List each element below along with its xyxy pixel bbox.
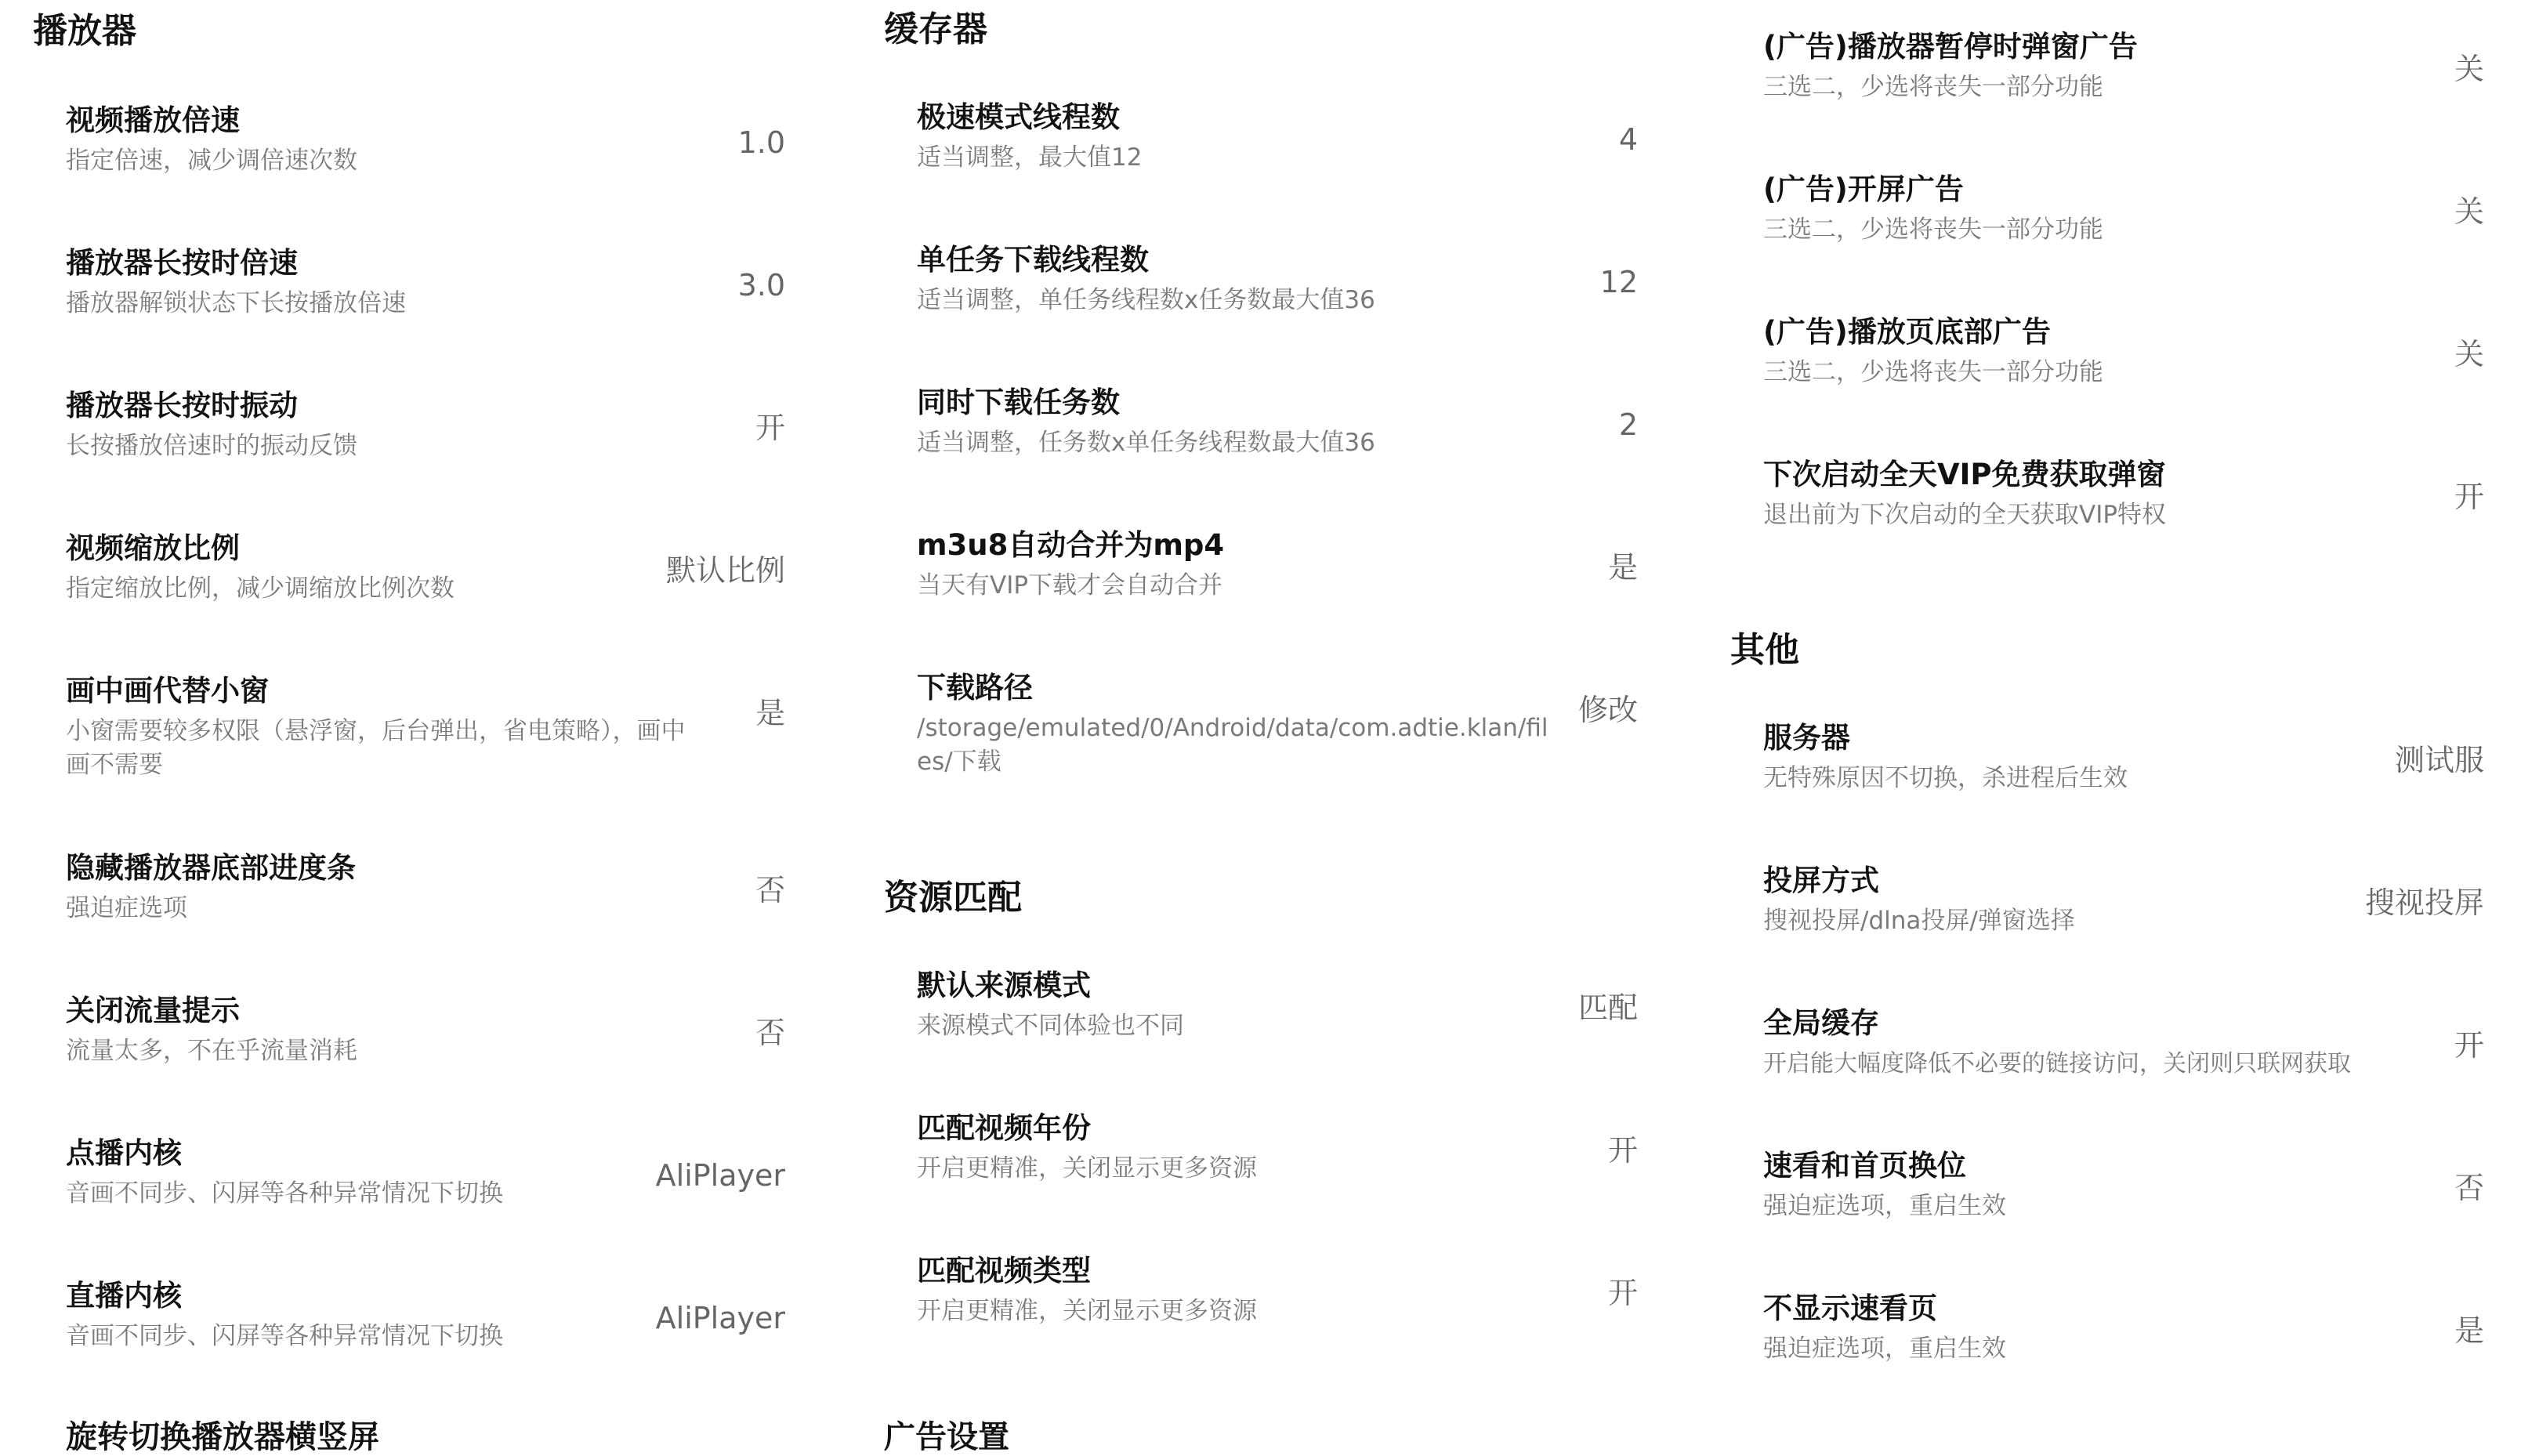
setting-value: 12 [1599, 265, 1638, 299]
setting-concurrent-tasks[interactable] [917, 384, 1638, 502]
setting-value: AliPlayer [655, 1301, 785, 1335]
setting-download-path[interactable] [917, 669, 1638, 802]
setting-title: 全局缓存 [1763, 1006, 1879, 1040]
setting-subtitle: 三选二，少选将丧失一部分功能 [1763, 358, 2103, 386]
setting-subtitle: 当天有VIP下载才会自动合并 [917, 571, 1223, 599]
setting-title: 同时下载任务数 [917, 386, 1120, 419]
setting-title: (广告)播放页底部广告 [1763, 315, 2051, 349]
setting-value: 修改 [1577, 693, 1638, 727]
setting-title: 单任务下载线程数 [917, 243, 1149, 277]
setting-value: 默认比例 [665, 553, 785, 588]
setting-subtitle: 强迫症选项，重启生效 [1763, 1335, 2006, 1363]
setting-long-press-vibration[interactable] [66, 387, 785, 505]
setting-subtitle: 三选二，少选将丧失一部分功能 [1763, 216, 2103, 244]
setting-picture-in-picture[interactable] [66, 672, 785, 806]
setting-subtitle: 三选二，少选将丧失一部分功能 [1763, 73, 2103, 101]
setting-value: 否 [755, 1016, 785, 1050]
section-title: 广告设置 [884, 1419, 1009, 1455]
setting-value: AliPlayer [655, 1158, 785, 1193]
setting-value: 是 [755, 696, 785, 730]
setting-value: 1.0 [737, 125, 785, 160]
setting-hide-quickview[interactable] [1763, 1290, 2484, 1407]
setting-value: 匹配 [1577, 991, 1638, 1025]
setting-bottom-banner-ad[interactable] [1763, 313, 2484, 431]
setting-value: 搜视投屏 [2364, 886, 2484, 920]
setting-title: 服务器 [1763, 721, 1850, 755]
setting-value: 测试服 [2394, 743, 2484, 777]
setting-value: 是 [2454, 1313, 2484, 1348]
setting-long-press-speed[interactable] [66, 244, 785, 362]
section-title-cut-off [884, 1418, 1638, 1455]
setting-match-year[interactable] [917, 1110, 1638, 1227]
setting-server[interactable] [1763, 719, 2484, 837]
setting-title: 匹配视频年份 [917, 1111, 1091, 1145]
setting-subtitle: 音画不同步、闪屏等各种异常情况下切换 [66, 1179, 503, 1208]
setting-title: 匹配视频类型 [917, 1254, 1091, 1288]
setting-subtitle: 强迫症选项 [66, 894, 187, 922]
setting-title: 投屏方式 [1763, 864, 1879, 897]
setting-value: 3.0 [737, 268, 785, 302]
setting-value: 2 [1618, 407, 1638, 442]
setting-title: 关闭流量提示 [66, 994, 240, 1027]
setting-global-cache[interactable] [1763, 1005, 2484, 1122]
setting-subtitle: 小窗需要较多权限（悬浮窗，后台弹出，省电策略），画中画不需要 [66, 717, 686, 779]
setting-title: 旋转切换播放器横竖屏 [66, 1419, 379, 1455]
section-title-player: 播放器 [33, 11, 136, 51]
setting-data-usage-alert[interactable] [66, 992, 785, 1110]
setting-splash-ad[interactable] [1763, 171, 2484, 288]
section-title-other: 其他 [1730, 630, 1799, 670]
setting-subtitle: 指定倍速，减少调倍速次数 [66, 147, 357, 175]
setting-title: 下次启动全天VIP免费获取弹窗 [1763, 458, 2166, 491]
setting-match-type[interactable] [917, 1252, 1638, 1370]
setting-subtitle: 来源模式不同体验也不同 [917, 1012, 1184, 1040]
setting-subtitle: 开启更精准，关闭显示更多资源 [917, 1297, 1257, 1325]
setting-value: 开 [1607, 1133, 1638, 1168]
setting-subtitle: 适当调整，最大值12 [917, 143, 1143, 172]
setting-value: 开 [755, 411, 785, 445]
setting-value: 4 [1618, 122, 1638, 157]
setting-hide-progress-bar[interactable] [66, 849, 785, 967]
setting-value: 关 [2454, 194, 2484, 229]
setting-value: 关 [2454, 337, 2484, 371]
setting-subtitle: 搜视投屏/dlna投屏/弹窗选择 [1763, 907, 2075, 935]
setting-title: 速看和首页换位 [1763, 1149, 1966, 1183]
setting-subtitle: 流量太多，不在乎流量消耗 [66, 1037, 357, 1065]
section-title-cache: 缓存器 [884, 9, 987, 49]
setting-title: 画中画代替小窗 [66, 674, 269, 708]
setting-subtitle: 播放器解锁状态下长按播放倍速 [66, 289, 406, 317]
setting-title: 默认来源模式 [917, 969, 1091, 1002]
setting-value: 否 [755, 873, 785, 907]
setting-title: 点播内核 [66, 1136, 182, 1170]
setting-playback-speed[interactable] [66, 102, 785, 219]
setting-value: 关 [2454, 52, 2484, 86]
setting-subtitle: 开启更精准，关闭显示更多资源 [917, 1154, 1257, 1183]
setting-subtitle: 强迫症选项，重启生效 [1763, 1192, 2006, 1220]
setting-turbo-threads[interactable] [917, 99, 1638, 216]
setting-title: 不显示速看页 [1763, 1291, 1937, 1325]
settings-column-player [33, 0, 785, 1455]
setting-value: 是 [1607, 550, 1638, 585]
setting-pause-popup-ad[interactable] [1763, 28, 2484, 146]
setting-subtitle: 音画不同步、闪屏等各种异常情况下切换 [66, 1322, 503, 1350]
setting-title: 下载路径 [917, 671, 1033, 704]
setting-subtitle: 退出前为下次启动的全天获取VIP特权 [1763, 501, 2167, 529]
setting-live-core[interactable] [66, 1277, 785, 1395]
setting-title: m3u8自动合并为mp4 [917, 528, 1225, 562]
setting-auto-merge-mp4[interactable] [917, 527, 1638, 644]
section-title-resource-match: 资源匹配 [884, 878, 1022, 918]
setting-value: 开 [2454, 1028, 2484, 1063]
setting-subtitle: 适当调整，任务数x单任务线程数最大值36 [917, 429, 1375, 457]
setting-title: 播放器长按时振动 [66, 389, 298, 422]
setting-default-source-mode[interactable] [917, 967, 1638, 1085]
setting-title: 隐藏播放器底部进度条 [66, 851, 356, 885]
setting-subtitle: 指定缩放比例，减少调缩放比例次数 [66, 574, 455, 603]
setting-title: 直播内核 [66, 1279, 182, 1313]
setting-cast-mode[interactable] [1763, 862, 2484, 980]
setting-title: (广告)播放器暂停时弹窗广告 [1763, 30, 2138, 63]
setting-zoom-ratio[interactable] [66, 530, 785, 647]
setting-title: 极速模式线程数 [917, 100, 1120, 134]
setting-title: 播放器长按时倍速 [66, 246, 298, 280]
setting-vip-popup[interactable] [1763, 456, 2484, 574]
settings-column-ads-other [1730, 0, 2484, 1428]
setting-rotate-cut-off[interactable] [33, 1418, 785, 1455]
setting-task-threads[interactable] [917, 241, 1638, 359]
setting-vod-core[interactable] [66, 1135, 785, 1252]
setting-title: 视频缩放比例 [66, 531, 240, 565]
setting-subtitle: 适当调整，单任务线程数x任务数最大值36 [917, 286, 1375, 314]
setting-subtitle: /storage/emulated/0/Android/data/com.adtie.klan/files/下载 [917, 714, 1548, 776]
setting-title: (广告)开屏广告 [1763, 172, 1964, 206]
setting-value: 否 [2454, 1171, 2484, 1205]
setting-subtitle: 长按播放倍速时的振动反馈 [66, 432, 357, 460]
settings-column-cache [884, 0, 1638, 1455]
setting-subtitle: 无特殊原因不切换，杀进程后生效 [1763, 764, 2128, 792]
setting-swap-quickview-home[interactable] [1763, 1147, 2484, 1265]
setting-value: 开 [2454, 480, 2484, 514]
setting-value: 开 [1607, 1276, 1638, 1310]
setting-title: 视频播放倍速 [66, 103, 240, 137]
setting-subtitle: 开启能大幅度降低不必要的链接访问，关闭则只联网获取 [1763, 1050, 2351, 1078]
